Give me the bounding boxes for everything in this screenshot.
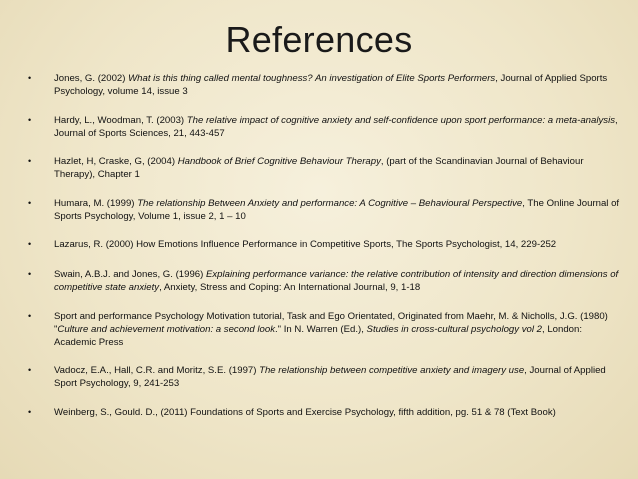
reference-text: Hazlet, H, Craske, G, (2004) [54,156,178,167]
bullet-icon: • [28,269,32,279]
reference-text: , London: Academic Press [54,323,582,348]
reference-title-text: What is this thing called mental toughness? An investigation of Elite Sports Performers [128,73,496,84]
reference-text: Weinberg, S., Gould. D., (2011) Foundations of Sports and Exercise Psychology, fifth addition, pg. 51 & 78 (Text Book) [54,406,556,418]
reference-item [26,114,626,140]
reference-text: Swain, A.B.J. and Jones, G. (1996) [54,269,206,280]
bullet-icon: • [28,406,32,417]
reference-title-text: Handbook of Brief Cognitive Behaviour Therapy [177,156,381,167]
bullet-icon: • [28,239,32,249]
reference-text: , Anxiety, Stress and Coping: An International Journal, 9, 1-18 [159,282,421,293]
reference-text: , Journal of Sports Sciences, 21, 443-457 [54,114,618,139]
bullet-icon: • [28,156,32,166]
reference-item [26,268,626,294]
bullet-icon: • [28,73,32,83]
reference-item [26,155,626,181]
reference-item [26,197,626,223]
reference-item [26,238,626,251]
reference-text: Vadocz, E.A., Hall, C.R. and Moritz, S.E. (1997) [54,365,260,376]
reference-text: Humara, M. (1999) [54,197,138,209]
reference-text: ." In N. Warren (Ed.), [275,323,367,335]
bullet-icon: • [28,365,32,375]
reference-text: Hardy, L., Woodman, T. (2003) [54,114,187,126]
reference-title-text: The relative impact of cognitive anxiety and self-confidence upon sport performance: a meta-analysis [186,114,615,126]
reference-item [26,406,626,419]
reference-item [26,72,626,98]
bullet-icon: • [28,310,32,321]
bullet-icon: • [28,114,32,125]
reference-title-text: Culture and achievement motivation: a second look [57,323,275,335]
reference-text: Jones, G. (2002) [54,73,129,84]
reference-title-text: The relationship between competitive anxiety and imagery use [259,365,525,376]
reference-item [26,310,626,349]
reference-text: Sport and performance Psychology Motivation tutorial, Task and Ego Orientated, Originated from Maehr, M. & Nicholls, J.G. (1980) " [54,310,608,335]
reference-text: , (part of the Scandinavian Journal of Behaviour Therapy), Chapter 1 [54,156,584,180]
slide-title: References [225,19,413,60]
bullet-icon: • [28,197,32,208]
reference-item [26,364,626,390]
reference-text: , The Online Journal of Sports Psychology, Volume 1, issue 2, 1 – 10 [54,197,620,222]
reference-list [26,72,626,436]
reference-text: Lazarus, R. (2000) How Emotions Influence Performance in Competitive Sports, The Sports Psychologist, 14, 229-252 [54,239,557,250]
reference-title-text: Explaining performance variance: the relative contribution of intensity and direction dimensions of competitive state anxiety [54,269,619,293]
reference-title-text: The relationship Between Anxiety and performance: A Cognitive – Behavioural Perspective [137,197,523,209]
reference-text: , Journal of Applied Sport Psychology, 9, 241-253 [54,365,606,389]
reference-text: , Journal of Applied Sports Psychology, volume 14, issue 3 [54,73,608,97]
reference-title-text: Studies in cross-cultural psychology vol 2 [366,323,542,335]
